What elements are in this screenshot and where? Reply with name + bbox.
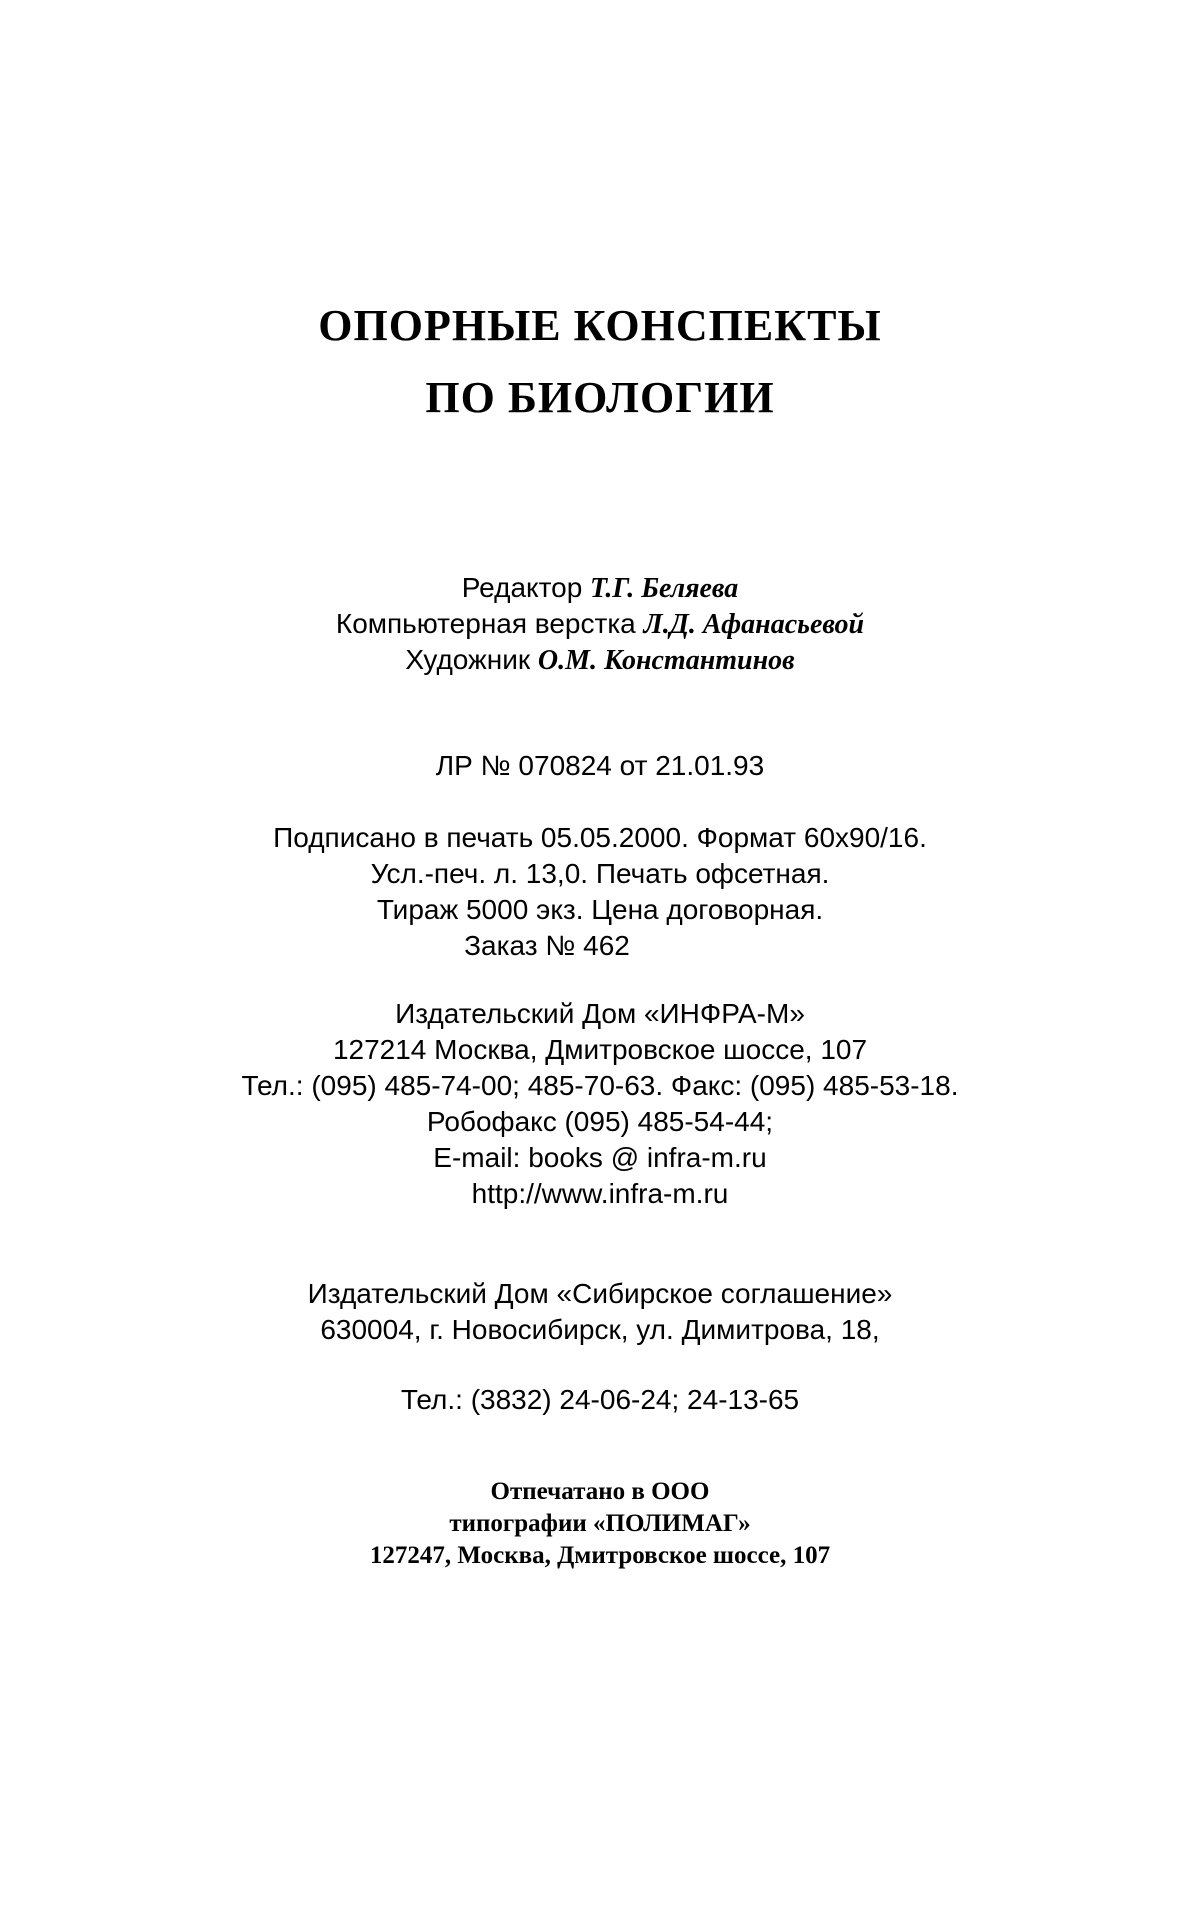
printer-line-3: 127247, Москва, Дмитровское шоссе, 107 xyxy=(369,1542,831,1569)
layout-credit xyxy=(0,608,1200,641)
publisher1-name: Издательский Дом «ИНФРА-М» xyxy=(395,998,805,1029)
printer-line-2: типографии «ПОЛИМАГ» xyxy=(449,1510,751,1537)
print-info-line-3: Тираж 5000 экз. Цена договорная. xyxy=(376,894,824,925)
book-title-line-1: ОПОРНЫЕ КОНСПЕКТЫ xyxy=(318,301,882,350)
publisher2-address: 630004, г. Новосибирск, ул. Димитрова, 18, xyxy=(320,1314,880,1345)
editor-name: Т.Г. Беляева xyxy=(590,573,739,604)
editor-label: Редактор xyxy=(461,572,583,603)
publisher1-address: 127214 Москва, Дмитровское шоссе, 107 xyxy=(332,1034,868,1065)
publisher2-name: Издательский Дом «Сибирское соглашение» xyxy=(307,1278,893,1309)
print-info-line-1: Подписано в печать 05.05.2000. Формат 60х90/16. xyxy=(273,822,927,853)
printer-line-1: Отпечатано в ООО xyxy=(490,1478,710,1505)
book-title-line-2: ПО БИОЛОГИИ xyxy=(425,373,775,422)
layout-name: Л.Д. Афанасьевой xyxy=(643,609,865,640)
publisher1-website: http://www.infra-m.ru xyxy=(471,1178,729,1209)
layout-label: Компьютерная верстка xyxy=(335,608,636,639)
publisher1-phones: Тел.: (095) 485-74-00; 485-70-63. Факс: (095) 485-53-18. xyxy=(241,1070,959,1101)
artist-name: О.М. Константинов xyxy=(537,645,795,676)
license-number: ЛР № 070824 от 21.01.93 xyxy=(435,750,765,781)
artist-credit xyxy=(0,644,1200,677)
print-info-line-2: Усл.-печ. л. 13,0. Печать офсетная. xyxy=(370,858,830,889)
publisher1-email: E-mail: books @ infra-m.ru xyxy=(433,1142,767,1173)
artist-label: Художник xyxy=(405,644,531,675)
publisher2-phones: Тел.: (3832) 24-06-24; 24-13-65 xyxy=(400,1384,800,1415)
editor-credit xyxy=(0,572,1200,605)
order-number: Заказ № 462 xyxy=(464,930,630,961)
publisher1-robofax: Робофакс (095) 485-54-44; xyxy=(426,1106,774,1137)
